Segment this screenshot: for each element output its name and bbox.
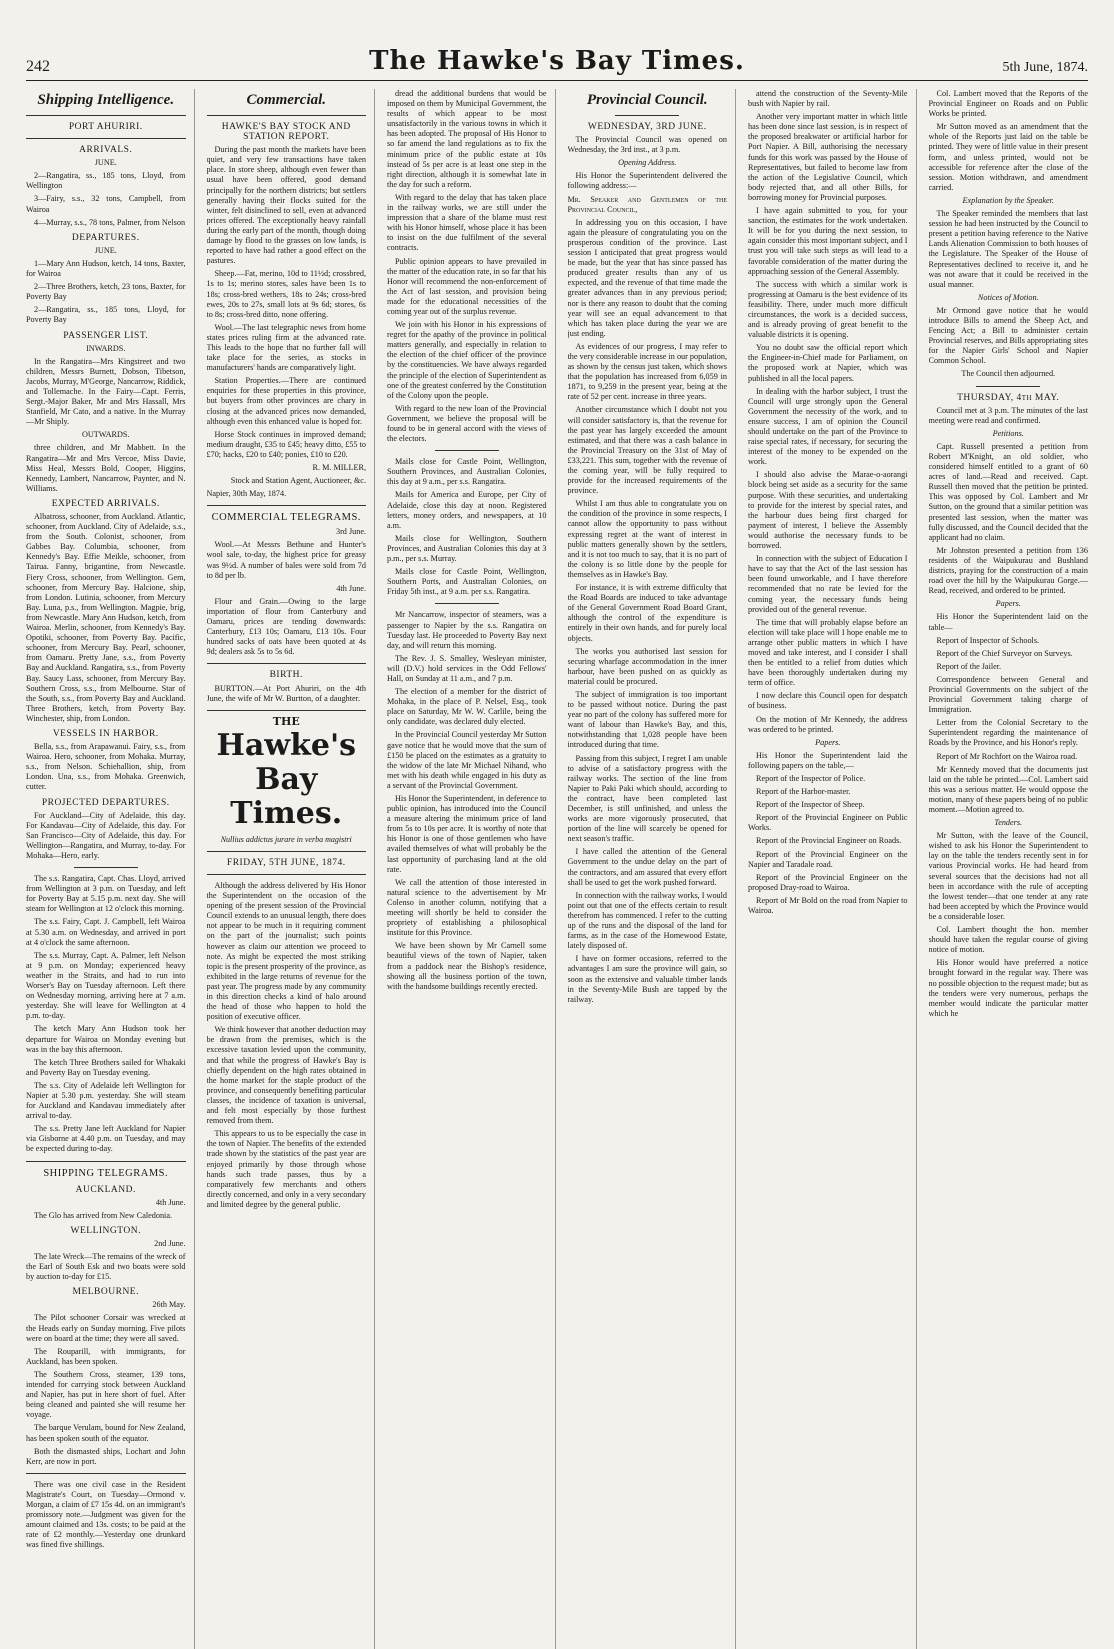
- section-title-council: Provincial Council.: [586, 92, 708, 108]
- kennedy-motion: On the motion of Mr Kennedy, the address was ordered to be printed.: [748, 714, 908, 734]
- opening-intro: His Honor the Superintendent delivered the following address:—: [567, 171, 727, 191]
- news-para: Mr Nancarrow, inspector of steamers, was a passenger to Napier by the s.s. Rangatira on Tuesday last. He proceeded to Poverty Bay next day, and will return this morning.: [387, 610, 547, 650]
- birth-head: BIRTH.: [269, 670, 303, 681]
- arrivals-month: JUNE.: [94, 158, 117, 168]
- address-cont-para: The time that will probably elapse before an election will take place will I hope enable me to arrange other public matters in which I have moved and take interest, and I consider I shall then be entitled to a relief from duties which have been thoroughly undertaken during my term of office.: [748, 617, 908, 688]
- council-date: WEDNESDAY, 3RD JUNE.: [587, 122, 707, 132]
- lambert-text: Col. Lambert thought the hon. member should have taken the regular course of giving notice of motion.: [928, 925, 1088, 955]
- issue-date: 5th June, 1874.: [1002, 60, 1088, 75]
- tele-para: Wool.—At Messrs Bethune and Hunter's wool sale, to-day, the highest price for greasy was 9½d. A number of bales were sold from 7d to 8d per lb.: [206, 540, 366, 580]
- arrival-item: 3—Fairy, s.s., 32 tons, Campbell, from Wairoa: [26, 194, 186, 214]
- paper-item: Report of Mr Rochfort on the Wairoa road.: [936, 751, 1078, 761]
- address-para: The subject of immigration is too important to be passed without notice. During the past year no part of the colony has suffered more for want of labour than Hawke's Bay, and this, notwithstanding that 1,028 people have been introduced during that time.: [567, 689, 727, 750]
- address-cont-para: I have again submitted to you, for your sanction, the estimates for the work undertaken. It will be for you during the next session, to again consider this most important subject, and I trust you will take such steps as will lead to a favorable consideration of the matter during the approaching session of the General Assembly.: [748, 206, 908, 276]
- telegram-wellington: WELLINGTON.: [70, 1225, 141, 1236]
- motto: Nullius addictus jurare in verba magistri: [220, 834, 352, 844]
- leader-cont-para: With regard to the delay that has taken place in the railway works, we are still under the impression that a share of the blame must rest with his Honor himself, whose place it has been to insist on the due fulfilment of the several contracts.: [387, 192, 547, 253]
- report-para: Horse Stock continues in improved demand; medium draught, £35 to £45; heavy ditto, £55 to £70; hacks, £20 to £40; ponies, £10 to £20.: [206, 429, 366, 459]
- shipping-para: The s.s. Fairy, Capt. J. Campbell, left Wairoa at 5.30 a.m. on Wednesday, and arrived in port at 4 o'clock the same afternoon.: [26, 917, 186, 947]
- column-address-cont: [748, 89, 917, 1649]
- tenders-text: Mr Sutton, with the leave of the Council, wished to ask his Honor the Superintendent to lay on the table the tenders recently sent in for various Provincial works. He had heard from several sources that the decisions had not all been in accordance with the rule of accepting the lowest tender—that one tender at any rate had been accepted by which the Province would be a considerable loser.: [928, 831, 1088, 921]
- report-para: Sheep.—Fat, merino, 10d to 11½d; crossbred, 1s to 1s; merino stores, sales have been 1s to 18s; cross-bred wethers, 18s to 24s; cross-bred ewes, 20s to 27s, small lots at 9s 6d; stores, 6s to 8s; cross-bred ditto, none offering.: [206, 269, 366, 319]
- notices-text: Mr Ormond gave notice that he would introduce Bills to amend the Sheep Act, and Fencing Act; a Bill to administer certain Provincial reserves, and Bills appropriating sites for the Napier Girls' School and Napier Common School.: [928, 305, 1088, 366]
- paper-item: Report of the Inspector of Sheep.: [756, 800, 865, 810]
- leader-cont-para: dread the additional burdens that would be imposed on them by Municipal Government, the results of which appear to be most unsatisfactorily in the various towns in which it has been adopted. The proposal of His Honor to so far amend the land regulations as to fix the minimum price of the public estate at 10s instead of 5s per acre is at least one step in the right direction, although it is somewhat late in the day for such a reform.: [387, 89, 547, 189]
- civil-case: There was one civil case in the Resident Magistrate's Court, on Tuesday—Ormond v. Morgan, a claim of £7 15s 4d. on an immigrant's promissory note.—Judgment was given for the amount claimed and 13s. costs; to be paid at the rate of £2 monthly.—Yesterday one drunkard was fined five shillings.: [26, 1479, 186, 1550]
- column-shipping: [26, 89, 195, 1649]
- passengers-out: three children, and Mr Mabbett. In the Rangatira—Mr and Mrs Vercoe, Miss Davie, Miss Heal, Messrs Bold, Cooper, Higgins, Kennedy, Lambert, Nancarrow, Paynter, and N. Williams.: [26, 443, 186, 493]
- address-cont-para: In connection with the subject of Education I have to say that the Act of the last session has been found unworkable, and I have therefore recommended that no rate be levied for the coming year, the necessary funds being provided out of the general revenue.: [748, 554, 908, 614]
- projected-head: PROJECTED DEPARTURES.: [41, 797, 170, 808]
- expected-list: Albatross, schooner, from Auckland. Atlantic, schooner, from Auckland. City of Adelaide, s.s., from the South. Colonist, schooner, from Gabbes Bay. Columbia, schooner, from Kennedy's Bay. Effie Meikle, schooner, from Tairua. Fanny, brigantine, from Newcastle. Fiery Cross, schooner, from Wellington. Gem, schooner, from Mercury Bay. Halcione, ship, from London. Lutinia, schooner, from Mercury Bay. Luna, p.s., from Wellington. Magpie, brig, from Newcastle. Mary Ann Hudson, ketch, from Wairoa. Merlin, schooner, from Kennedy's Bay. Opotiki, schooner, from Poverty Bay. Pacific, schooner, from Mercury Bay. Pearl, schooner, from Oamaru. Pretty Jane, s.s., from Poverty Bay and Auckland. Rangatira, s.s., from Poverty Bay. Saucy Lass, schooner, from Mercury Bay. Southern Cross, s.s., from Melbourne. Star of the South, s.s., from Poverty Bay and Auckland. Three Brothers, ketch, from Poverty Bay. Winchester, ship, from London.: [26, 512, 186, 723]
- shipping-para: The s.s. Rangatira, Capt. Chas. Lloyd, arrived from Wellington at 3 p.m. on Tuesday, and left for Poverty Bay at 5.15 p.m. next day. She will steam for Wellington at 12 o'clock this morning.: [26, 874, 186, 914]
- departures-month: JUNE.: [94, 245, 117, 255]
- news-para: The election of a member for the district of Mohaka, in the place of P. Nelsel, Esq., took place on Saturday, Mr W. W. Carlile, being the only candidate, was declared duly elected.: [387, 687, 547, 727]
- salutation: Mr. Speaker and Gentlemen of the Provincial Council,: [567, 194, 727, 214]
- telegram-melbourne-para: The barque Verulam, bound for New Zealand, has been spoken south of the equator.: [26, 1423, 186, 1443]
- leader-cont-para: Public opinion appears to have prevailed in the matter of the education rate, in so far that his Honor will recommend the non-enforcement of the Act of last session, and provision being made for the educational necessities of the coming year out of the surplus revenue.: [387, 256, 547, 316]
- departure-item: 2—Rangatira, ss., 185 tons, Lloyd, for Poverty Bay: [26, 305, 186, 325]
- inwards-head: INWARDS.: [86, 343, 126, 353]
- report-para: Station Properties.—There are continued enquiries for these properties in this province, but buyers from other provinces are chary in closing at the advanced prices now demanded, although even this enhanced value is hoped for.: [206, 376, 366, 426]
- shipping-para: The s.s. City of Adelaide left Wellington for Napier at 5.30 p.m. yesterday. She will steam for Auckland and Kandavau immediately after arrival to-day.: [26, 1080, 186, 1121]
- outwards-head: OUTWARDS.: [81, 430, 130, 440]
- papers-intro-2: His Honor the Superintendent laid on the table—: [928, 612, 1088, 632]
- address-cont-para: The success with which a similar work is progressing at Oamaru is the best evidence of its feasibility. There, under much more difficult circumstances, the work is a decided success, and is already proving of great benefit to the valuable districts it is opening.: [748, 279, 908, 340]
- telegram-auckland: AUCKLAND.: [75, 1184, 136, 1195]
- telegram-auckland-text: The Glo has arrived from New Caledonia.: [34, 1210, 173, 1220]
- signature-title: Stock and Station Agent, Auctioneer, &c.: [230, 476, 366, 486]
- projected-list: For Auckland—City of Adelaide, this day. For Kandavau—City of Adelaide, this day. For San Francisco—City of Adelaide, this day. For Wellington—Rangatira, and Murray, to-day. For Mohaka—Hero, early.: [26, 810, 186, 860]
- council-intro: The Provincial Council was opened on Wednesday, the 3rd inst., at 3 p.m.: [567, 135, 727, 155]
- address-para: As evidences of our progress, I may refer to the very considerable increase in our population, as shown by the census just taken, which shows that the population has increased from 6,059 in 1871, to 9,259 in the present year, being at the rate of 52 per cent. increase in three years.: [567, 341, 727, 402]
- vessels-list: Bella, s.s., from Arapawanui. Fairy, s.s., from Wairoa. Hero, schooner, from Mohaka. Murray, s.s., from Nelson. Schiehallion, ship, from London. Una, s.s., from Mohaka. Greenwich, cutter.: [26, 742, 186, 792]
- address-cont-para: attend the construction of the Seventy-Mile bush with Napier by rail.: [748, 89, 908, 109]
- honor-text: His Honor would have preferred a notice brought forward in the regular way. There was no possible objection to the request made; but as the tenders were very numerous, perhaps the member would indicate the particular matter which he: [928, 958, 1088, 1018]
- petitions-head: Petitions.: [992, 428, 1024, 438]
- report-para: Wool.—The last telegraphic news from home states prices ruling firm at the advanced rate. This leads to the hope that no further fall will take place for the series, as stocks in manufacturers' hands are comparatively light.: [206, 322, 366, 373]
- papers-intro: His Honor the Superintendent laid the following papers on the table,—: [748, 750, 908, 770]
- speaker-text: The Speaker reminded the members that last session he had been instructed by the Council to present a petition having reference to the Native Lands Alienation Commission to both houses of the Legislature. The Speaker of the House of Representatives declined to receive it, and he was not aware that it could be received in the usual manner.: [928, 209, 1088, 289]
- tele-date: 4th June.: [336, 583, 366, 593]
- section-title-commercial: Commercial.: [246, 92, 327, 108]
- vessels-head: VESSELS IN HARBOR.: [52, 728, 159, 739]
- address-para: For instance, it is with extreme difficulty that the Road Boards are induced to take advantage of the General Government Road Board Grant, although the control of the expenditure is entirely in their own hands, and for purely local objects.: [567, 583, 727, 643]
- shipping-telegrams-head: SHIPPING TELEGRAMS.: [43, 1167, 169, 1179]
- opening-head: Opening Address.: [618, 158, 677, 168]
- address-cont-para: I should also advise the Marae-o-aorangi block being set aside as a security for the same purpose. With these securities, and undertaking to provide for the interest by special rates, and the harbour dues being first charged for payment of interest, I believe the Assembly would authorise the necessary funds to be borrowed.: [748, 470, 908, 551]
- leader-para: Although the address delivered by His Honor the Superintendent on the occasion of the opening of the present session of the Provincial Council extends to an unusual length, there does not appear to be much in it requiring comment on the part of the journalist; such points however as claim our attention we proceed to note. As might be expected the most striking topic is the present prosperity of the province, as exhibited in the large returns of revenue for the past year. The progress made by any community in this direction checks a kind of halo around the head of those who happen to hold the position of executive officer.: [206, 880, 366, 1022]
- paper-item: Report of the Jailer.: [936, 661, 1002, 671]
- port-head: PORT AHURIRI.: [68, 122, 143, 132]
- column-leader-cont: [387, 89, 556, 1649]
- inner-masthead-the: THE: [272, 714, 300, 728]
- news-para: The Rev. J. S. Smalley, Wesleyan minister, will (D.V.) hold services in the Odd Fellows' Hall, on Sunday at 11 a.m., and 7 p.m.: [387, 653, 547, 683]
- paper-item: Report of the Harbor-master.: [756, 787, 851, 797]
- adjourned: The Council then adjourned.: [961, 369, 1056, 379]
- signature-date: Napier, 30th May, 1874.: [206, 489, 287, 499]
- leader-para: We think however that another deduction may be drawn from the premises, which is the excessive taxation levied upon the community, and that while the progress of Hawke's Bay is chiefly dependent on the high rates obtained in the home market for the staple product of the province, and consequently benefiting particular classes, the incidence of taxation is universal, and felt most especially by those furthest removed from them.: [206, 1025, 366, 1126]
- thursday-intro: Council met at 3 p.m. The minutes of the last meeting were read and confirmed.: [928, 405, 1088, 425]
- paper-item: Report of the Chief Surveyor on Surveys.: [936, 648, 1073, 658]
- newspaper-title: The Hawke's Bay Times.: [369, 46, 745, 76]
- paper-item: Report of the Provincial Engineer on the Napier and Taradale road.: [748, 849, 908, 869]
- passengers-in: In the Rangatira—Mrs Kingstreet and two children, Messrs Burnett, Dobson, Tibetson, Jacobs, Murray, M'George, Nancarrow, Riddick, and Tollemache. In the Fairy—Capt. Ferris, Sergt.-Major Baker, Mr and Mrs Hassall, Mrs Stanfield, Mr Cato, and a native. In the Murray—Mr Shiply.: [26, 356, 186, 427]
- shipping-para: The ketch Three Brothers sailed for Whakaki and Poverty Bay on Tuesday evening.: [26, 1057, 186, 1077]
- thursday-head: THURSDAY, 4th MAY.: [957, 392, 1060, 403]
- page-number: 242: [26, 58, 50, 75]
- paper-item: Correspondence between General and Provincial Governments on the subject of the Provincial Government taking charge of Immigration.: [928, 674, 1088, 715]
- shipping-para: The s.s. Pretty Jane left Auckland for Napier via Gisborne at 4.40 p.m. on Tuesday, and may be expected during to-day.: [26, 1124, 186, 1154]
- address-para: I have called the attention of the General Government to the undue delay on the part of the contractors, and am assured that every effort shall be used to get the work pushed forward.: [567, 847, 727, 887]
- leader-para: This appears to us to be especially the case in the town of Napier. The benefits of the extended trade shown by the statistics of the past year are enjoyed primarily by those through whose hands such trade passes, thus by a comparatively few merchants and others directly concerned, and only in a very secondary and limited degree by the general public.: [206, 1129, 366, 1209]
- telegram-melbourne-para: The Southern Cross, steamer, 139 tons, intended for carrying stock between Auckland and Napier, has put in here short of fuel. After being cleaned and painted she will resume her voyage.: [26, 1369, 186, 1420]
- paper-item: Report of the Provincial Engineer on the proposed Dray-road to Wairoa.: [748, 872, 908, 892]
- address-para: I have on former occasions, referred to the advantages I am sure the province will gain, so soon as the extensive and valuable timber lands in the Seventy-Mile Bush are tapped by the railway.: [567, 954, 727, 1004]
- news-para: His Honor the Superintendent, in deference to public opinion, has introduced into the Council a measure altering the minimum price of land from 5s to 10s per acre. It is worthy of note that his Honor is one of those gentlemen who have availed themselves of what will probably be the last opportunity of purchasing land at the old rate.: [387, 794, 547, 874]
- tele-date: 3rd June.: [335, 527, 366, 537]
- kennedy-text: Mr Kennedy moved that the documents just laid on the table be printed.—Col. Lambert said this was a serious matter. He would oppose the motion, many of these papers being of no public moment.—Motion agreed to.: [928, 764, 1088, 814]
- telegram-wellington-text: The late Wreck—The remains of the wreck of the Earl of South Esk and two boats were sold by auction to-day for £15.: [26, 1252, 186, 1282]
- telegram-melbourne-para: The Pilot schooner Corsair was wrecked at the Heads early on Sunday morning. Five pilots were on board at the time; they were all saved.: [26, 1313, 186, 1343]
- column-commercial: [207, 89, 376, 1649]
- mails-para: Mails close for Wellington, Southern Provinces, and Australian Colonies this day at 3 p.m., per s.s. Murray.: [387, 533, 547, 564]
- address-cont-para: Another very important matter in which little has been done since last session, is in respect of the proposed breakwater or artificial harbor for Port Napier. A Bill, authorising the necessary funds for this work was passed by the House of Representatives, but failed to become law from the action of the Legislative Council, which body rejected that, and all other Bills, for borrowing money for Provincial purposes.: [748, 112, 908, 202]
- notices-head: Notices of Motion.: [977, 292, 1039, 302]
- mails-para: Mails for America and Europe, per City of Adelaide, close this day at noon. Registered letters, money orders, and newspapers, at 10 a.m.: [387, 490, 547, 530]
- petitions-text: Capt. Russell presented a petition from Robert M'Knight, an old soldier, who considered himself entitled to a grant of 60 acres of land.—Read and received. Capt. Russell then moved that the petition be printed. This was opposed by Col. Lambert and Mr Sutton, on the ground that a similar petition was presented last session, when the matter was fully discussed, and the Council decided that the applicant had no claim.: [928, 441, 1088, 542]
- proceedings-para: Mr Sutton moved as an amendment that the whole of the Reports just laid on the table be printed. They were of little value in their present form, and unless printed, would not be accessible for reference after the close of the session. Motion withdrawn, and amendment carried.: [928, 122, 1088, 192]
- address-para: Whilst I am thus able to congratulate you on the condition of the province in some respects, I cannot allow the opportunity to pass without expressing regret at the want of interest in public matters generally shown by the settlers, and it is not too much to say, that it is no part of the colony is so little done by the people for themselves as in Hawke's Bay.: [567, 499, 727, 579]
- columns: [26, 89, 1088, 1649]
- address-cont-para: In dealing with the harbor subject, I trust the Council will urge strongly upon the General Government the necessity of the work, and to ensure success, I am of opinion the Council should undertake on the part of the Province to raise special rates, if necessary, for securing the interest of the money to be expended on the work.: [748, 386, 908, 467]
- arrival-item: 2—Rangatira, ss., 185 tons, Lloyd, from Wellington: [26, 171, 186, 191]
- telegram-auckland-date: 4th June.: [155, 1197, 186, 1207]
- address-para: Another circumstance which I doubt not you will consider satisfactory is, that the revenue for the past year has largely exceeded the amount estimated, and that there was a cash balance in the Provincial Treasury on the 31st of May of £33,221. This sum, together with the revenue of the coming year, will be fully required to provide for the increased requirements of the province.: [567, 405, 727, 496]
- shipping-para: The ketch Mary Ann Hudson took her departure for Wairoa on Monday evening but was in the bay this afternoon.: [26, 1024, 186, 1054]
- arrivals-head: ARRIVALS.: [79, 145, 133, 156]
- papers-head-2: Papers.: [995, 599, 1021, 609]
- address-para: The works you authorised last session for securing wharfage accommodation in the inner harbour, have been pushed on as quickly as material could be procured.: [567, 646, 727, 686]
- tenders-head: Tenders.: [994, 818, 1023, 828]
- news-para: We call the attention of those interested in natural science to the advertisement by Mr Colenso in another column, notifying that a meeting will shortly be held to consider the propriety of establishing a philosophical institute for this Province.: [387, 877, 547, 938]
- paper-item: Letter from the Colonial Secretary to the Superintendent regarding the maintenance of Roads by the Province, and his Honor's reply.: [928, 718, 1088, 748]
- stock-report-head: HAWKE'S BAY STOCK AND STATION REPORT.: [221, 122, 351, 143]
- address-para: Passing from this subject, I regret I am unable to advise of a satisfactory progress with the railway works. The section of the line from Napier to Paki Paki which should, according to the contract, have been completed last December, is still unfinished, and unless the works are more vigorously prosecuted, that portion of the line will scarcely be opened for next season's traffic.: [567, 753, 727, 844]
- news-para: We have been shown by Mr Carnell some beautiful views of the town of Napier, taken from a paddock near the Bishop's residence, showing all the business portion of the town, with the handsome buildings recently erected.: [387, 941, 547, 991]
- mails-para: Mails close for Castle Point, Wellington, Southern Ports, and Australian Colonies, on Friday 5th inst., at 9 a.m. per s.s. Rangatira.: [387, 567, 547, 597]
- paper-item: Report of the Provincial Engineer on Public Works.: [748, 813, 908, 833]
- inner-masthead-title: Hawke's Bay Times.: [216, 727, 357, 831]
- address-para: In connection with the railway works, I would point out that one of the effects certain to result therefrom has commenced. I refer to the cutting up of the runs and the disposal of the land for farms, as in the case of the Homewood Estate, lately disposed of.: [567, 890, 727, 951]
- telegram-wellington-date: 2nd June.: [154, 1238, 186, 1248]
- address-para: In addressing you on this occasion, I have again the pleasure of congratulating you on the prosperous condition of the province. Last session I anticipated that great progress would be made, but the year that has since passed has produced greater results than any of us expected, and the revenue of that time made the greater advances than in any previous period; nor is there any reason to doubt that the coming year will see an equal advancement to that which has taken place during the year we are just ending.: [567, 217, 727, 338]
- mails-para: Mails close for Castle Point, Wellington, Southern Provinces, and Australian Colonies, this day at 9 a.m., per s.s. Rangatira.: [387, 457, 547, 487]
- signature-name: R. M. MILLER,: [312, 463, 366, 472]
- paper-item: Report of Inspector of Schools.: [936, 635, 1040, 645]
- telegram-melbourne: MELBOURNE.: [72, 1287, 139, 1298]
- paper-item: Report of the Inspector of Police.: [756, 774, 866, 783]
- leader-date: FRIDAY, 5TH JUNE, 1874.: [226, 857, 346, 868]
- telegram-melbourne-para: The Rouparill, with immigrants, for Auckland, has been spoken.: [26, 1346, 186, 1366]
- arrival-item: 4—Murray, s.s., 78 tons, Palmer, from Nelson: [34, 217, 186, 227]
- departure-item: 1—Mary Ann Hudson, ketch, 14 tons, Baxter, for Wairoa: [26, 258, 186, 279]
- tele-para: Flour and Grain.—Owing to the large importation of flour from Canterbury and Oamaru, prices are tending downwards: Canterbury, £13 10s; Oamaru, £13 10s. Four hundred sacks of oats have been quoted at 4s 9d; dealers ask 5s to 5s 6d.: [206, 596, 366, 657]
- speaker-head: Explanation by the Speaker.: [962, 195, 1054, 205]
- telegram-melbourne-para: Both the dismasted ships, Lochart and John Kerr, are now in port.: [26, 1446, 186, 1466]
- paper-item: Report of Mr Bold on the road from Napier to Wairoa.: [748, 895, 908, 916]
- report-para: During the past month the markets have been quiet, and very few transactions have taken place. In store sheep, although even fewer than usual have been offered, good demand principally for the northern districts; but settlers generally having their flocks suited for the winter, felt disinclined to sell, even at advanced prices offered. The exceptionally heavy rainfall during the early part of the month, though doing damage by flood to the grasses on low lands, is reported to have had rather a good effect on the pastures.: [206, 145, 366, 266]
- column-provincial-council: [568, 89, 737, 1649]
- section-title-shipping: Shipping Intelligence.: [37, 92, 175, 108]
- shipping-para: The s.s. Murray, Capt. A. Palmer, left Nelson at 9 p.m. on Monday; experienced heavy weather in the Straits, and had to run into Worser's Bay on Tuesday afternoon. Left there on Wednesday morning, arriving here at 7 a.m. yesterday. She will leave for Wellington at 4 p.m. to-day.: [26, 950, 186, 1021]
- leader-cont-para: With regard to the new loan of the Provincial Government, we believe the proposal will be found to be in general accord with the views of the electors.: [387, 403, 547, 444]
- johnston-text: Mr Johnston presented a petition from 136 residents of the Waipukurau and Bushland districts, praying for the construction of a main road over the hill by the Waipukurau Gorge.—Read, received, and ordered to be printed.: [928, 545, 1088, 596]
- address-cont-para: I now declare this Council open for despatch of business.: [748, 691, 908, 711]
- address-cont-para: You no doubt saw the official report which the Engineer-in-Chief made for Parliament, on the proposed work at Napier, which was published in all the local papers.: [748, 343, 908, 383]
- news-para: In the Provincial Council yesterday Mr Sutton gave notice that he would move that the sum of £150 be placed on the estimates as a gratuity to the widow of the late Mr Michael Nihand, who met with his death while engaged in his duty as a servant of the Provincial Government.: [387, 730, 547, 790]
- papers-head: Papers.: [815, 737, 841, 747]
- telegram-melbourne-date: 26th May.: [152, 1300, 186, 1310]
- departures-head: DEPARTURES.: [71, 232, 140, 243]
- departure-item: 2—Three Brothers, ketch, 23 tons, Baxter, for Poverty Bay: [26, 282, 186, 302]
- birth-text: BURTTON.—At Port Ahuriri, on the 4th June, the wife of Mr W. Burtton, of a daughter.: [206, 683, 366, 703]
- expected-head: EXPECTED ARRIVALS.: [51, 498, 160, 509]
- masthead: [26, 36, 1088, 81]
- column-council-proceedings: [929, 89, 1089, 1649]
- passenger-head: PASSENGER LIST.: [63, 330, 149, 341]
- commercial-telegrams-head: COMMERCIAL TELEGRAMS.: [211, 512, 361, 524]
- proceedings-para: Col. Lambert moved that the Reports of the Provincial Engineer on Roads and on Public Works be printed.: [928, 89, 1088, 119]
- leader-cont-para: We join with his Honor in his expressions of regret for the apathy of the province in political matters generally, and especially in relation to the election of the chief officer of the province by the constituencies. We have always regarded the principle of the election of Superintendent as one of the greatest conferred by the Constitution of the Colony upon the people.: [387, 320, 547, 400]
- paper-item: Report of the Provincial Engineer on Roads.: [756, 836, 902, 846]
